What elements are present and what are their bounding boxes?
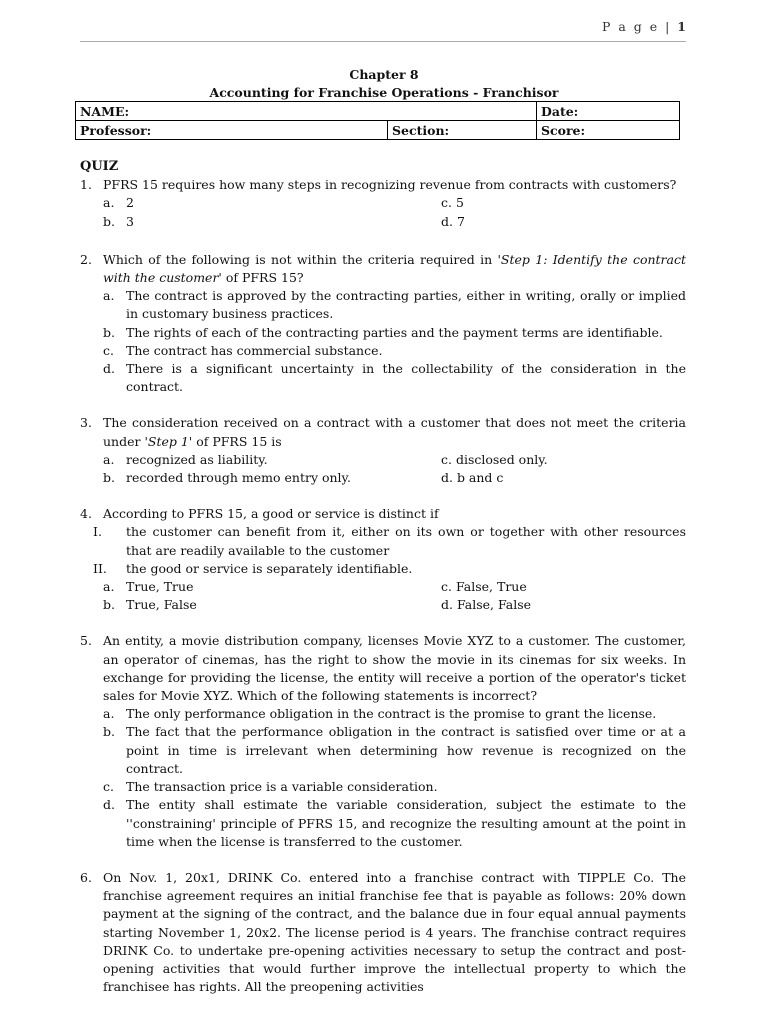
statement-ii: II. the good or service is separately identifiable. <box>93 560 413 576</box>
date-field[interactable]: Date: <box>537 102 680 121</box>
question-text: Which of the following is not within the criteria required in 'Step 1: Identify the contract with the customer' of PFRS 15? <box>103 251 686 286</box>
question-4-options <box>80 578 686 614</box>
question-text: An entity, a movie distribution company, licenses Movie XYZ to a customer. The customer, an operator of cinemas, has the right to show the movie in its cinemas for six weeks. In exchange for providing the license, the entity will receive a portion of the operator's ticket sales for Movie XYZ. Which of the following statements is incorrect? <box>103 633 686 704</box>
question-text: The consideration received on a contract with a customer that does not meet the criteria under 'Step 1' of PFRS 15 is <box>103 415 686 449</box>
question-number: 1. <box>80 177 92 193</box>
statement-i: I. the customer can benefit from it, either on its own or together with other resources that are readily available to the customer <box>93 524 686 558</box>
chapter-heading: Chapter 8 <box>349 67 419 82</box>
option-d: d. 7 <box>441 213 465 229</box>
option-a: a. 2 <box>103 195 134 211</box>
question-number: 4. <box>80 506 92 522</box>
option-c: c. 5 <box>441 195 464 211</box>
name-field[interactable]: NAME: <box>76 102 537 121</box>
option-a: a. The only performance obligation in the contract is the promise to grant the license. <box>103 706 657 722</box>
option-d: d. False, False <box>441 597 532 613</box>
option-c: c. False, True <box>441 579 527 595</box>
option-a: a. True, True <box>103 579 194 595</box>
question-text: PFRS 15 requires how many steps in recognizing revenue from contracts with customers? <box>103 177 677 193</box>
quiz-content <box>80 158 686 996</box>
option-b: b. True, False <box>103 597 197 613</box>
option-c: c. disclosed only. <box>441 451 548 467</box>
option-b: b. The fact that the performance obligation in the contract is satisfied over time or at a point in time is irrelevant when determining how revenue is recognized on the contract. <box>103 724 686 776</box>
option-a: a. The contract is approved by the contracting parties, either in writing, orally or implied in customary business practices. <box>103 288 686 322</box>
option-b: b. recorded through memo entry only. <box>103 470 351 486</box>
page-label: P a g e | <box>601 19 672 34</box>
page-number <box>602 19 686 34</box>
option-b: b. 3 <box>103 213 134 229</box>
professor-field[interactable]: Professor: <box>76 121 388 140</box>
quiz-title: QUIZ <box>80 159 119 174</box>
document-title: Accounting for Franchise Operations - Franchisor <box>209 85 559 100</box>
question-number: 3. <box>80 415 92 431</box>
section-field[interactable]: Section: <box>388 121 537 140</box>
question-6 <box>80 869 686 996</box>
question-text: According to PFRS 15, a good or service is distinct if <box>103 506 439 522</box>
question-1 <box>80 176 686 194</box>
question-3-options <box>80 451 686 487</box>
student-info-table <box>75 101 680 140</box>
option-c: c. The transaction price is a variable consideration. <box>103 779 438 795</box>
question-4 <box>80 505 686 523</box>
option-d: d. There is a significant uncertainty in the collectability of the consideration in the contract. <box>103 361 686 395</box>
option-b: b. The rights of each of the contracting parties and the payment terms are identifiable. <box>103 324 663 340</box>
question-5 <box>80 632 686 705</box>
option-d: d. The entity shall estimate the variable consideration, subject the estimate to the ''constraining' principle of PFRS 15, and recognize the resulting amount at the point in time when the license is transferred to the customer. <box>103 797 686 849</box>
question-3 <box>80 414 686 450</box>
question-number: 5. <box>80 633 92 649</box>
question-2 <box>80 251 686 287</box>
question-number: 6. <box>80 869 92 885</box>
page-number-value: 1 <box>677 19 686 34</box>
option-a: a. recognized as liability. <box>103 451 268 467</box>
score-field[interactable]: Score: <box>537 121 680 140</box>
question-1-options <box>80 194 686 230</box>
question-number: 2. <box>80 251 92 267</box>
question-text: On Nov. 1, 20x1, DRINK Co. entered into a franchise contract with TIPPLE Co. The franchise agreement requires an initial franchise fee that is payable as follows: 20% down payment at the signing of the contract, and the balance due in four equal annual payments starting November 1, 20x2. The license period is 4 years. The franchise contract requires DRINK Co. to undertake pre-opening activities necessary to setup the contract and post-opening activities that would further improve the intellectual property to which the franchisee has rights. All the preopening activities <box>103 869 686 995</box>
option-d: d. b and c <box>441 470 504 486</box>
header-rule <box>80 41 686 42</box>
option-c: c. The contract has commercial substance. <box>103 342 383 358</box>
